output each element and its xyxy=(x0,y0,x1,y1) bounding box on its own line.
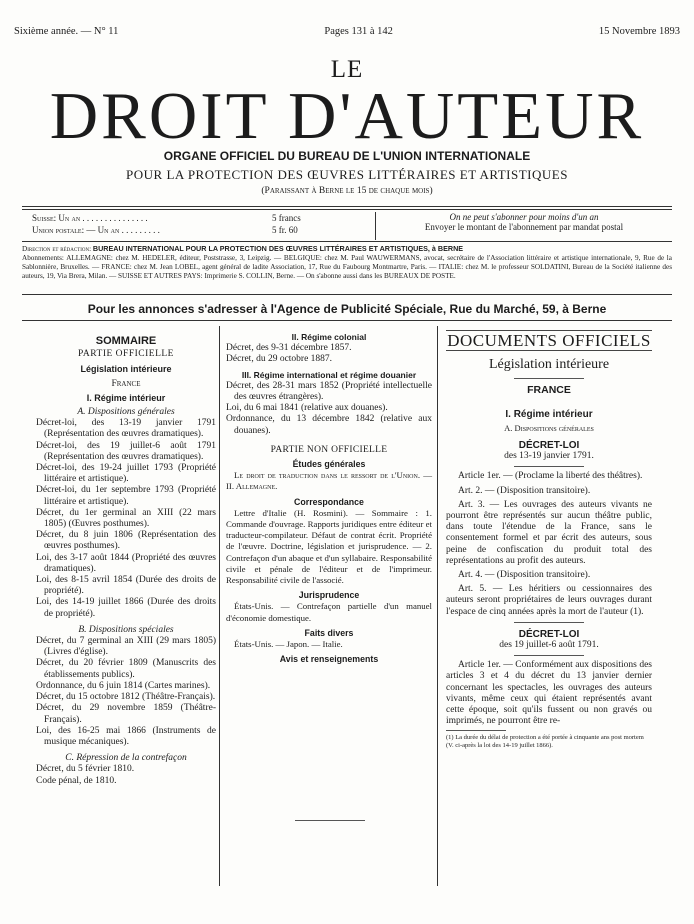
publication-frequency: (Paraissant à Berne le 15 de chaque mois) xyxy=(261,186,433,196)
section-heading: Correspondance xyxy=(294,496,364,507)
divider xyxy=(22,294,672,295)
regime-heading: III. Régime international et régime douanier xyxy=(241,369,417,380)
divider xyxy=(22,206,672,207)
title-le: LE xyxy=(330,56,364,83)
section-heading: Jurisprudence xyxy=(298,590,360,601)
sommaire-title: SOMMAIRE xyxy=(95,335,157,347)
divider xyxy=(446,730,506,731)
divider xyxy=(22,320,672,321)
list-item: Décret, du 15 octobre 1812 (Théâtre-Français). xyxy=(36,692,216,703)
list-item: Décret-loi, des 13-19 janvier 1791 (Représentation des œuvres dramatiques). xyxy=(36,418,216,440)
jurisprudence-text: États-Unis. — Contrefaçon partielle d'un manuel d'économie domestique. xyxy=(226,601,432,623)
contents-column-2 xyxy=(226,330,432,665)
divider xyxy=(514,622,584,623)
article: Art. 5. — Les héritiers ou cessionnaires des auteurs seront propriétaires de leurs ouvrages durant l'espace de cinq années après la mort de l'auteur (1). xyxy=(446,584,652,617)
subscription-box xyxy=(22,212,672,240)
divider xyxy=(22,209,672,210)
list-item: Décret, des 9-31 décembre 1857. xyxy=(226,343,352,354)
list-item: Décret, du 20 février 1809 (Manuscrits des établissements publics). xyxy=(36,658,216,680)
decree-title: DÉCRET-LOI xyxy=(518,440,580,452)
country-heading: France xyxy=(111,378,141,389)
divider xyxy=(295,820,365,821)
regime-heading: I. Régime intérieur xyxy=(505,408,593,420)
subscription-note: On ne peut s'abonner pour moins d'un an xyxy=(449,212,599,222)
subscription-note: Envoyer le montant de l'abonnement par mandat postal xyxy=(424,222,624,232)
price-label-suisse: Suisse: Un an . . . . . . . . . . . . . . . xyxy=(32,213,148,223)
partie-officielle: PARTIE OFFICIELLE xyxy=(78,349,174,360)
journal-title: DROIT D'AUTEUR xyxy=(49,79,645,153)
direction-label: Direction et rédaction: xyxy=(22,245,92,253)
decree-title: DÉCRET-LOI xyxy=(518,628,580,640)
list-item: Ordonnance, du 6 juin 1814 (Cartes marines). xyxy=(36,680,211,691)
list-item: Ordonnance, du 13 décembre 1842 (relative aux douanes). xyxy=(226,414,432,436)
section-heading: Avis et renseignements xyxy=(279,654,379,665)
decree-date: des 13-19 janvier 1791. xyxy=(504,451,594,462)
documents-heading: DOCUMENTS OFFICIELS xyxy=(447,331,651,350)
divider xyxy=(514,466,584,467)
legislation-heading: Législation intérieure xyxy=(488,357,610,373)
list-item: Décret, du 1er germinal an XIII (22 mars 1805) (Œuvres posthumes). xyxy=(36,507,216,530)
list-item: Loi, du 6 mai 1841 (relative aux douanes). xyxy=(226,403,388,414)
list-item: Loi, des 16-25 mai 1866 (Instruments de musique mécaniques). xyxy=(36,725,216,747)
subtitle-organe: ORGANE OFFICIEL DU BUREAU DE L'UNION INTERNATIONALE xyxy=(163,149,531,163)
list-item: Décret-loi, du 1er septembre 1793 (Propriété littéraire et artistique). xyxy=(36,485,216,507)
partie-non-officielle: PARTIE NON OFFICIELLE xyxy=(270,444,388,455)
subscription-notes xyxy=(376,212,672,240)
list-item: Loi, des 8-15 avril 1854 (Durée des droits de propriété). xyxy=(36,575,216,597)
regime-heading: I. Régime intérieur xyxy=(86,392,166,403)
list-item: Décret, du 29 novembre 1859 (Théâtre-Français). xyxy=(36,703,216,725)
faits-text: États-Unis. — Japon. — Italie. xyxy=(234,639,343,650)
divider xyxy=(514,378,584,379)
country-heading: FRANCE xyxy=(527,384,571,397)
footnote: (1) La durée du délai de protection a été portée à cinquante ans post mortem (V. ci-après la loi des 14-19 juillet 1866). xyxy=(446,734,644,750)
documents-column xyxy=(446,330,652,750)
subscription-prices xyxy=(22,212,376,240)
regime-heading: II. Régime colonial xyxy=(291,332,367,342)
section-heading: Faits divers xyxy=(304,627,354,638)
page-range: Pages 131 à 142 xyxy=(324,26,393,37)
section-heading: A. Dispositions générales xyxy=(77,407,175,418)
list-item: Loi, des 3-17 août 1844 (Propriété des œuvres dramatiques). xyxy=(36,552,216,574)
column-rule xyxy=(219,326,220,886)
list-item: Décret-loi, des 19-24 juillet 1793 (Propriété littéraire et artistique). xyxy=(36,463,216,485)
masthead-topline xyxy=(14,26,680,37)
list-item: Décret, des 28-31 mars 1852 (Propriété intellectuelle des œuvres étrangères). xyxy=(226,380,432,403)
price-suisse: 5 francs xyxy=(272,213,301,223)
price-union: 5 fr. 60 xyxy=(272,225,298,235)
section-heading: A. Dispositions générales xyxy=(504,422,594,433)
issue-number: Sixième année. — N° 11 xyxy=(14,26,119,37)
abonnements-text: Abonnements: ALLEMAGNE: chez M. HEDELER, éditeur, Poststrasse, 3, Leipzig. — BELGIQUE: chez M. Paul WAUWERMANS, avocat, secrétaire de l'Association littéraire et artistique internationale, 9, Rue de la Sablonnière, Bruxelles. — FRANCE: chez M. Jean LOBEL, agent général de ladite Association, 17, Rue du Faubourg Montmartre, Paris. — ITALIE: chez M. le professeur SOLDATINI, Bureau de la Société italienne des auteurs, 19, Via Brera, Milan. — SUISSE ET AUTRES PAYS: Imprimerie S. COLLIN, Berne. — On s'abonne aussi dans les BUREAUX DE POSTE. xyxy=(22,254,672,280)
legislation-heading: Législation intérieure xyxy=(80,364,172,375)
subtitle-purpose: POUR LA PROTECTION DES ŒUVRES LITTÉRAIRES ET ARTISTIQUES xyxy=(126,167,568,182)
article: Article 1er. — Conformément aux dispositions des articles 3 et 4 du décret du 13 janvier dernier concernant les spectacles, les ouvrages des auteurs vivants, même ceux qui étaient représentés avant cette époque, soit qu'ils fussent ou non gravés ou imprimés, ne pourront être re- xyxy=(446,660,652,727)
article: Art. 4. — (Disposition transitoire). xyxy=(458,570,591,581)
list-item: Décret, du 7 germinal an XIII (29 mars 1805) (Livres d'église). xyxy=(36,636,216,658)
list-item: Code pénal, de 1810. xyxy=(36,775,117,786)
sommaire-column xyxy=(36,330,216,787)
list-item: Décret-loi, des 19 juillet-6 août 1791 (Représentation des œuvres dramatiques). xyxy=(36,440,216,462)
direction-text: BUREAU INTERNATIONAL POUR LA PROTECTION DES ŒUVRES LITTÉRAIRES ET ARTISTIQUES, à BERNE xyxy=(92,244,464,253)
list-item: Décret, du 8 juin 1806 (Représentation des œuvres posthumes). xyxy=(36,530,216,552)
list-item: Décret, du 5 février 1810. xyxy=(36,764,135,775)
generales-list xyxy=(36,418,216,620)
price-label-union: Union postale: — Un an . . . . . . . . . xyxy=(32,225,160,235)
correspondance-text: Lettre d'Italie (H. Rosmini). — Sommaire : 1. Commande d'ouvrage. Rapports juridiques entre éditeur et traducteur-compilateur. Défaut de contrat écrit. Propriété de l'œuvre. Doctrine, législation et jurisprudence. — 2. Contrefaçon d'un abaque et d'un syllabaire. Responsabilité civile et pénale de l'éditeur et de l'imprimeur. Responsabilité civile de l'associé. xyxy=(226,507,432,586)
speciales-list xyxy=(36,636,216,748)
direction-block xyxy=(22,244,672,281)
list-item: Loi, des 14-19 juillet 1866 (Durée des droits de propriété). xyxy=(36,597,216,619)
divider xyxy=(514,655,584,656)
article: Art. 3. — Les ouvrages des auteurs vivants ne pourront être représentés sur aucun théâtre public, dans toute l'étendue de la France, sans le consentement formel et par écrit des auteurs, sous peine de confiscation du produit total des représentations au profit des auteurs. xyxy=(446,499,652,566)
decree-date: des 19 juillet-6 août 1791. xyxy=(499,640,599,651)
issue-date: 15 Novembre 1893 xyxy=(598,26,680,37)
section-heading: Études générales xyxy=(292,459,366,470)
annonces-line: Pour les annonces s'adresser à l'Agence de Publicité Spéciale, Rue du Marché, 59, à Berne xyxy=(87,302,607,316)
section-heading: C. Répression de la contrefaçon xyxy=(65,753,187,764)
article: Art. 2. — (Disposition transitoire). xyxy=(458,485,591,496)
divider xyxy=(446,350,652,351)
article: Article 1er. — (Proclame la liberté des théâtres). xyxy=(458,471,643,482)
list-item: Décret, du 29 octobre 1887. xyxy=(226,354,333,365)
column-rule xyxy=(437,326,438,886)
etudes-text: Le droit de traduction dans le ressort de l'Union. — II. Allemagne. xyxy=(226,470,432,492)
section-heading: B. Dispositions spéciales xyxy=(78,624,174,635)
divider xyxy=(22,241,672,242)
